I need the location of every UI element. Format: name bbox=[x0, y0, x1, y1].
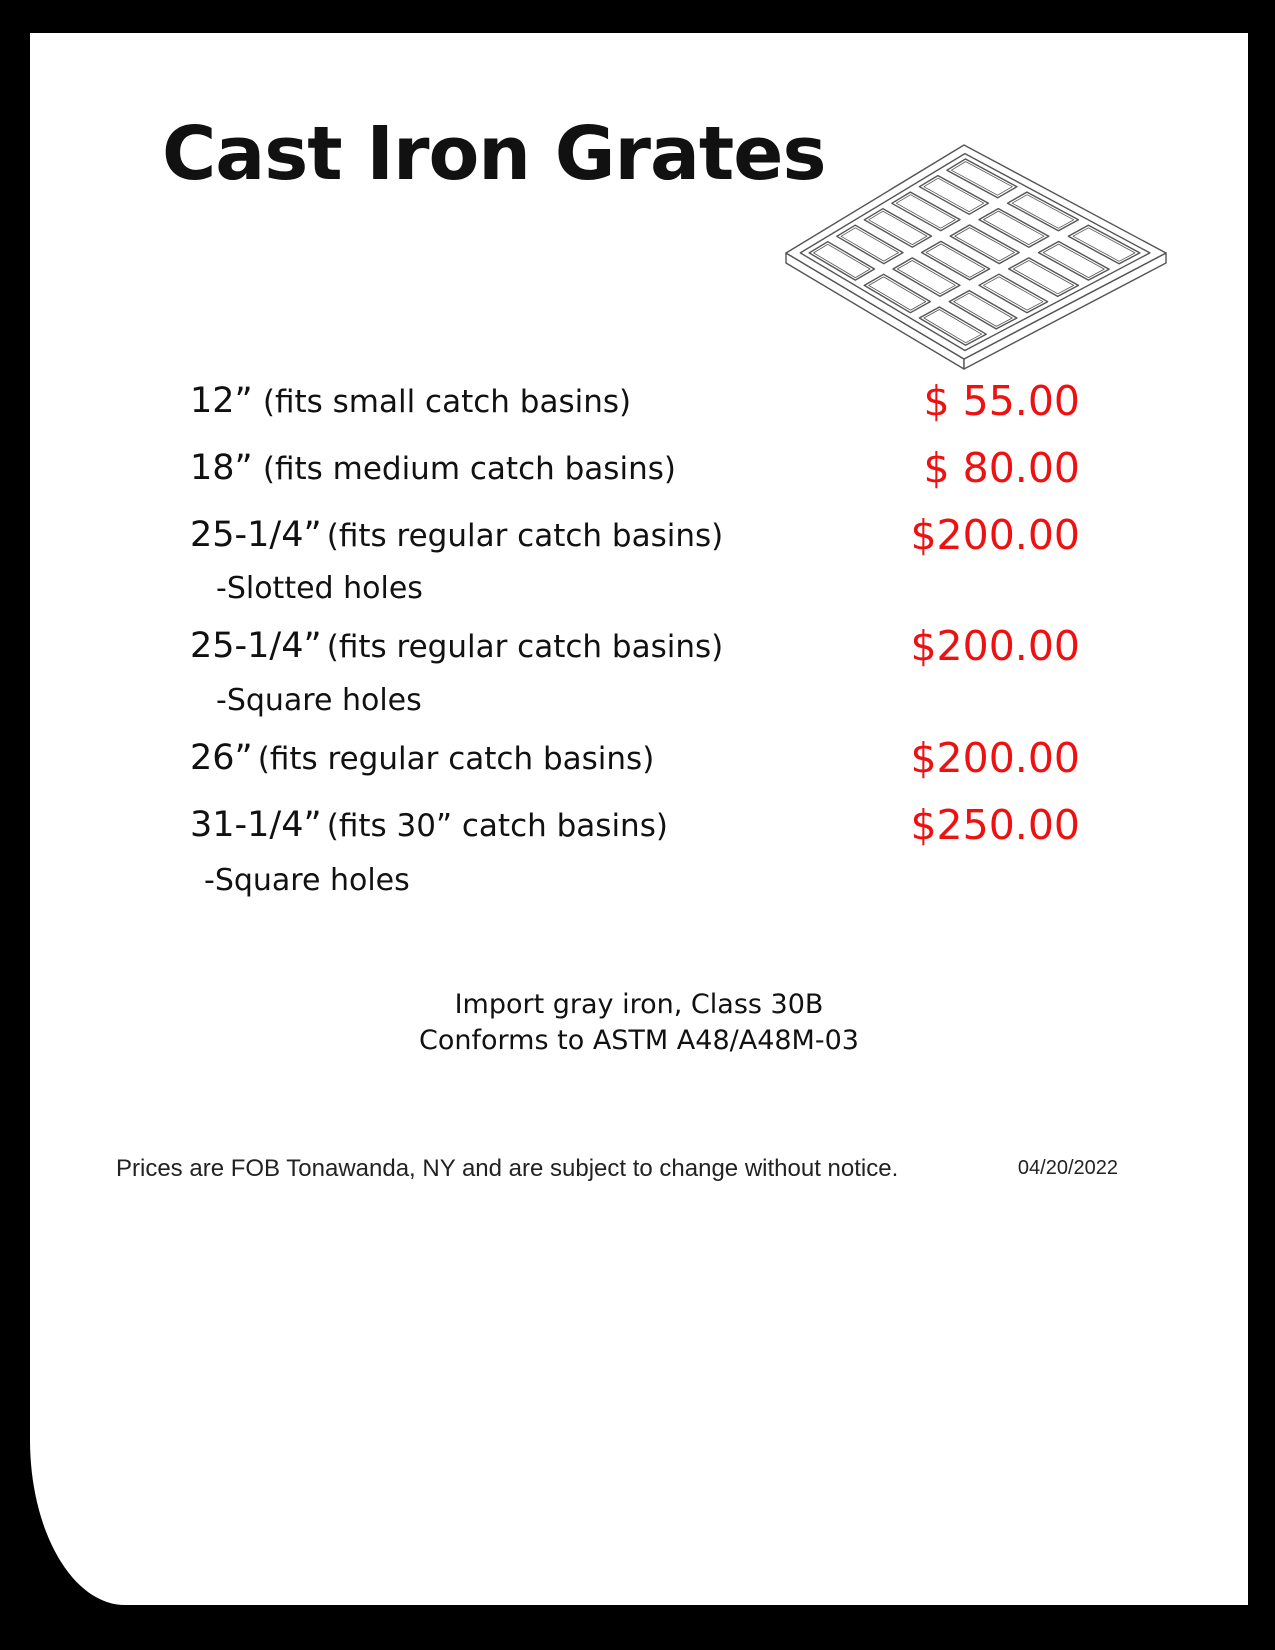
item-line bbox=[190, 626, 723, 666]
item-note: -Square holes bbox=[216, 683, 422, 718]
item-price: $200.00 bbox=[910, 511, 1080, 559]
item-price: $250.00 bbox=[910, 801, 1080, 849]
grate-item-25-slotted bbox=[30, 511, 1248, 575]
item-description: (fits regular catch basins) bbox=[326, 629, 724, 665]
item-line bbox=[190, 805, 668, 845]
revision-date: 04/20/2022 bbox=[1017, 1157, 1118, 1179]
grate-item-26 bbox=[30, 734, 1248, 798]
cast-iron-grate-illustration bbox=[782, 141, 1170, 381]
item-line bbox=[190, 515, 723, 555]
page-title: Cast Iron Grates bbox=[162, 111, 826, 197]
item-note: -Slotted holes bbox=[216, 571, 423, 606]
item-size: 26” bbox=[190, 738, 253, 778]
item-size: 18” bbox=[190, 448, 253, 488]
item-size: 12” bbox=[190, 381, 253, 421]
grate-item-31 bbox=[30, 801, 1248, 865]
grate-item-12 bbox=[30, 377, 1248, 441]
grate-item-25-square bbox=[30, 622, 1248, 686]
grate-item-18 bbox=[30, 444, 1248, 508]
item-line bbox=[190, 738, 654, 778]
item-size: 25-1/4” bbox=[190, 515, 322, 555]
item-description: (fits small catch basins) bbox=[262, 384, 632, 420]
item-price: $200.00 bbox=[910, 622, 1080, 670]
item-description: (fits medium catch basins) bbox=[262, 451, 676, 487]
item-description: (fits 30” catch basins) bbox=[326, 808, 668, 844]
item-size: 25-1/4” bbox=[190, 626, 322, 666]
item-price: $200.00 bbox=[910, 734, 1080, 782]
material-spec: Import gray iron, Class 30B bbox=[454, 989, 824, 1020]
price-disclaimer: Prices are FOB Tonawanda, NY and are subject to change without notice. bbox=[116, 1155, 899, 1182]
item-line bbox=[190, 448, 676, 488]
item-description: (fits regular catch basins) bbox=[257, 741, 655, 777]
item-line bbox=[190, 381, 631, 421]
price-sheet-page bbox=[30, 33, 1248, 1605]
item-note: -Square holes bbox=[204, 863, 410, 898]
item-description: (fits regular catch basins) bbox=[326, 518, 724, 554]
item-price: $ 55.00 bbox=[923, 377, 1080, 425]
item-size: 31-1/4” bbox=[190, 805, 322, 845]
standard-spec: Conforms to ASTM A48/A48M-03 bbox=[419, 1025, 859, 1056]
item-price: $ 80.00 bbox=[923, 444, 1080, 492]
